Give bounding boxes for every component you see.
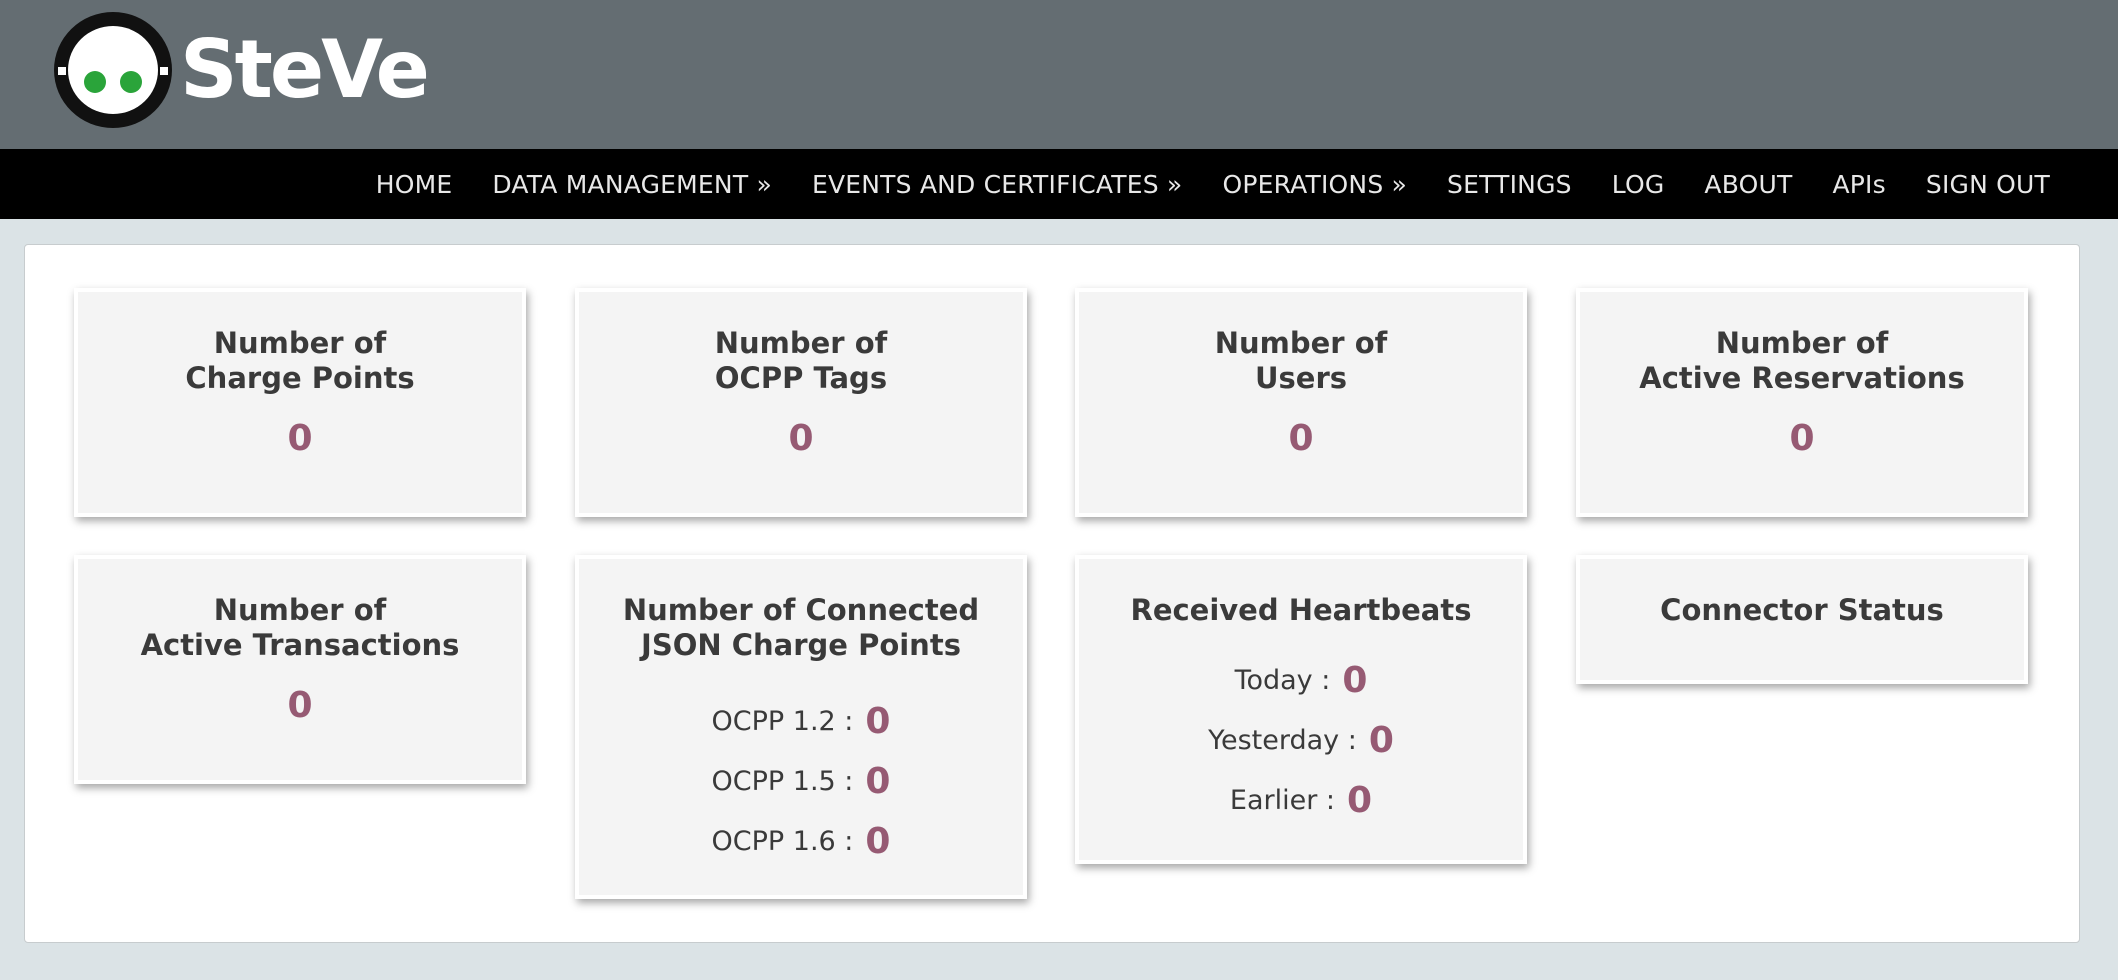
card-title-line: Number of xyxy=(1214,326,1388,360)
logo-eye-left xyxy=(84,71,106,93)
row-label: Earlier : xyxy=(1229,784,1336,816)
row-value: 0 xyxy=(865,700,891,742)
steve-logo-icon[interactable] xyxy=(54,12,172,128)
heartbeat-list xyxy=(1079,650,1523,830)
card-title-line: Active Reservations xyxy=(1639,361,1965,395)
card-title xyxy=(78,326,522,396)
card-users[interactable] xyxy=(1075,288,1527,517)
nav-operations[interactable]: OPERATIONS » xyxy=(1222,169,1408,199)
row-value: 0 xyxy=(1342,659,1368,701)
nav-apis[interactable]: APIs xyxy=(1832,169,1886,199)
nav-events-and-certificates[interactable]: EVENTS AND CERTIFICATES » xyxy=(811,169,1183,199)
card-title-line: Active Transactions xyxy=(140,628,460,662)
nav-data-management[interactable]: DATA MANAGEMENT » xyxy=(492,169,772,199)
ocpp-1-2-row[interactable] xyxy=(579,691,1023,751)
card-title-line: Number of xyxy=(213,326,387,360)
card-title-line: Charge Points xyxy=(185,361,415,395)
row-label: Yesterday : xyxy=(1208,724,1357,756)
card-title xyxy=(579,593,1023,663)
ocpp-1-6-row[interactable] xyxy=(579,811,1023,871)
heartbeats-earlier-row[interactable] xyxy=(1079,770,1523,830)
card-title: Received Heartbeats xyxy=(1130,593,1472,627)
card-title xyxy=(1079,326,1523,396)
card-title: Connector Status xyxy=(1660,593,1944,627)
nav-about[interactable]: ABOUT xyxy=(1704,169,1793,199)
charge-points-count: 0 xyxy=(287,418,313,459)
row-value: 0 xyxy=(1347,779,1373,821)
card-title-line: Users xyxy=(1254,361,1348,395)
logo-eye-right xyxy=(120,71,142,93)
ocpp-tags-count: 0 xyxy=(788,418,814,459)
logo-ear-left xyxy=(58,67,66,75)
row-label: OCPP 1.6 : xyxy=(711,825,854,857)
card-title-line: Number of xyxy=(1715,326,1889,360)
nav-log[interactable]: LOG xyxy=(1611,169,1665,199)
heartbeats-today-row[interactable] xyxy=(1079,650,1523,710)
logo-face xyxy=(68,26,158,114)
card-connector-status[interactable] xyxy=(1576,555,2028,684)
card-received-heartbeats xyxy=(1075,555,1527,864)
ocpp-version-list xyxy=(579,691,1023,871)
row-label: Today : xyxy=(1234,664,1331,696)
active-reservations-count: 0 xyxy=(1789,418,1815,459)
card-title-line: Number of Connected xyxy=(622,593,980,627)
row-value: 0 xyxy=(1368,719,1394,761)
nav-sign-out[interactable]: SIGN OUT xyxy=(1925,169,2050,199)
card-connected-json-charge-points xyxy=(575,555,1027,899)
heartbeats-yesterday-row[interactable] xyxy=(1079,710,1523,770)
logo-ear-right xyxy=(160,67,168,75)
card-active-reservations[interactable] xyxy=(1576,288,2028,517)
brand-name[interactable]: SteVe xyxy=(180,23,427,116)
card-title-line: Number of xyxy=(714,326,888,360)
card-title-line: OCPP Tags xyxy=(714,361,888,395)
card-title-line: JSON Charge Points xyxy=(641,628,961,662)
header xyxy=(0,0,2118,149)
row-label: OCPP 1.2 : xyxy=(711,705,854,737)
card-title xyxy=(579,326,1023,396)
nav-settings[interactable]: SETTINGS xyxy=(1447,169,1572,199)
row-value: 0 xyxy=(865,760,891,802)
ocpp-1-5-row[interactable] xyxy=(579,751,1023,811)
card-title xyxy=(78,593,522,663)
row-value: 0 xyxy=(865,820,891,862)
card-title xyxy=(1580,326,2024,396)
row-label: OCPP 1.5 : xyxy=(711,765,854,797)
card-active-transactions[interactable] xyxy=(74,555,526,784)
card-charge-points[interactable] xyxy=(74,288,526,517)
card-title-line: Number of xyxy=(213,593,387,627)
nav-home[interactable]: HOME xyxy=(375,169,453,199)
active-transactions-count: 0 xyxy=(287,685,313,726)
main-nav xyxy=(0,149,2118,219)
card-ocpp-tags[interactable] xyxy=(575,288,1027,517)
users-count: 0 xyxy=(1288,418,1314,459)
